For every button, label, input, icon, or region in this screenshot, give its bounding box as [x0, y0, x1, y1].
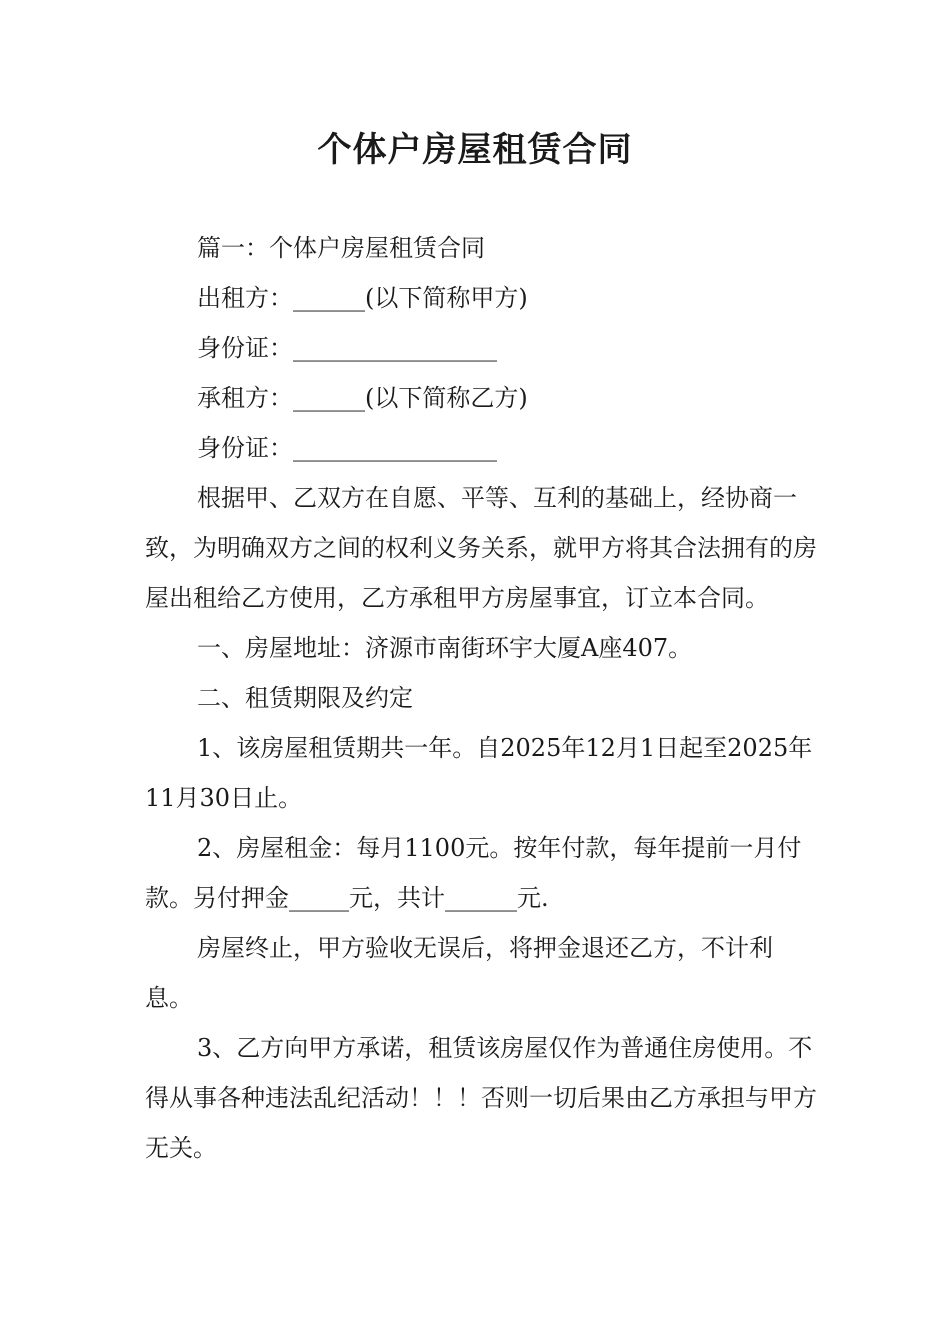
use-clause: 3、乙方向甲方承诺，租赁该房屋仅作为普通住房使用。不得从事各种违法乱纪活动！！！否则一切后果由乙方承担与甲方无关。 — [145, 1034, 817, 1162]
document-title: 个体户房屋租赁合同 — [317, 130, 633, 170]
section-heading: 篇一：个体户房屋租赁合同 — [197, 234, 485, 262]
lessee-line: 承租方：______(以下简称乙方) — [197, 384, 528, 412]
lessee-id-line: 身份证：_________________ — [197, 434, 497, 462]
address-clause: 一、房屋地址：济源市南街环宇大厦A座407。 — [197, 634, 693, 662]
lessor-line: 出租方：______(以下简称甲方) — [197, 284, 528, 312]
intro-paragraph: 根据甲、乙双方在自愿、平等、互利的基础上，经协商一致，为明确双方之间的权利义务关系，就甲方将其合法拥有的房屋出租给乙方使用，乙方承租甲方房屋事宜，订立本合同。 — [145, 484, 817, 612]
term-clause: 1、该房屋租赁期共一年。自2025年12月1日起至2025年11月30日止。 — [145, 734, 813, 812]
lessor-id-line: 身份证：_________________ — [197, 334, 497, 362]
rent-clause: 2、房屋租金：每月1100元。按年付款，每年提前一月付款。另付押金_____元，共计______元. — [145, 834, 802, 912]
deposit-clause: 房屋终止，甲方验收无误后，将押金退还乙方，不计利息。 — [145, 934, 773, 1012]
document-body — [145, 223, 817, 1173]
term-heading: 二、租赁期限及约定 — [197, 684, 413, 712]
